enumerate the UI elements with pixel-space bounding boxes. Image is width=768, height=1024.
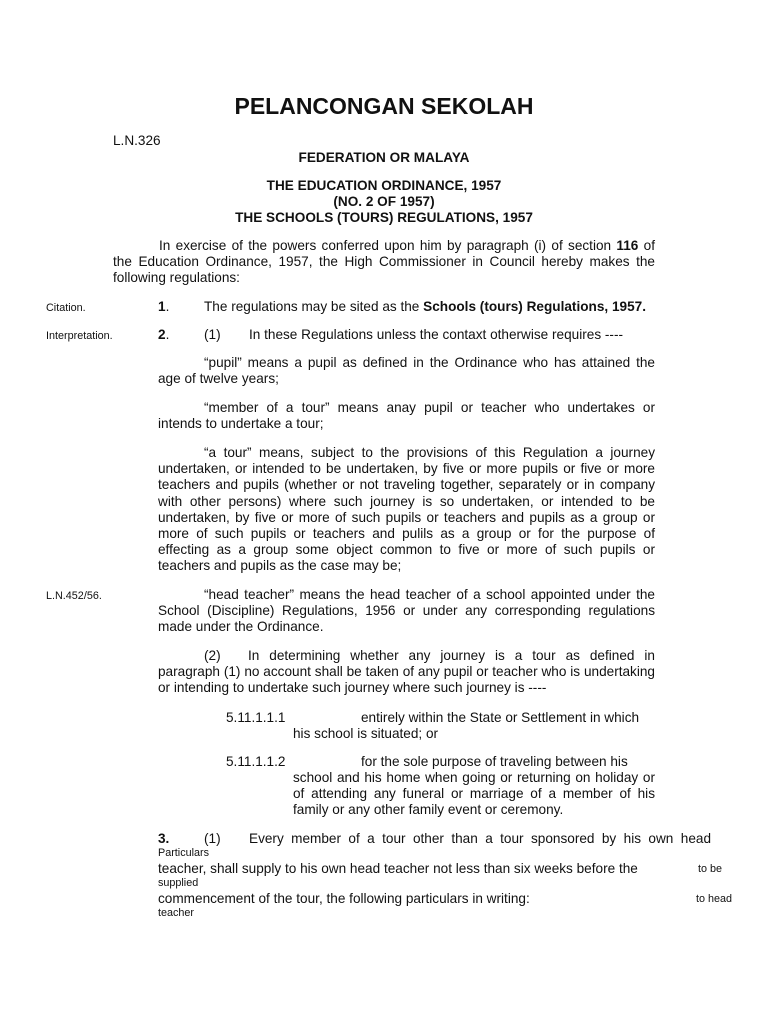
ordinance-number: (NO. 2 OF 1957) — [333, 194, 435, 210]
regulation-1-number: 1. — [158, 299, 170, 314]
subsection-2-text: In determining whether any journey is a tour as defined in paragraph (1) no account shall be taken of any pupil or teacher who is undertaking or intending to undertake such journey where such journey is ---- — [158, 648, 655, 696]
ordinance-title: THE EDUCATION ORDINANCE, 1957 — [266, 178, 502, 193]
federation-heading: FEDERATION OR MALAYA — [298, 150, 470, 165]
regulation-3-line-3: commencement of the tour, the following particulars in writing: — [158, 891, 530, 906]
preamble-paragraph — [113, 238, 655, 287]
definition-member-of-tour: “member of a tour” means anay pupil or teacher who undertakes or intends to undertake a tour; — [158, 400, 655, 432]
regulation-3-number: 3. — [158, 831, 170, 846]
item-2-number: 5.11.1.1.2 — [226, 754, 286, 769]
definition-tour: “a tour” means, subject to the provisions of this Regulation a journey undertaken, or intended to be undertaken, by five or more pupils or five or more teachers and pupils (whether or not traveling together, separately or in company with other persons) where such journey is so undertaken, or intended to be undertaken, by five or more of such pupils or teachers and pupils as a group or more of such pupils or teachers and pulils as a group or for the purpose of effecting as a group some object common to five or more of such pupils or teachers and pupils as the case may be; — [158, 445, 655, 574]
regulation-3-line-1: Every member of a tour other than a tour sponsored by his own head — [249, 831, 711, 846]
regulation-3-subsection-1: (1) — [204, 831, 221, 846]
regulation-2-subsection-2 — [158, 648, 655, 697]
definition-pupil: “pupil” means a pupil as defined in the Ordinance who has attained the age of twelve years; — [158, 355, 655, 387]
regulation-2-subsection-1: (1) — [204, 327, 221, 342]
margin-note-supplied: supplied — [158, 877, 199, 889]
preamble-text-start: In exercise of the powers conferred upon him by paragraph (i) of section — [159, 238, 617, 253]
section-number: 116 — [616, 238, 639, 253]
item-1-line-1: entirely within the State or Settlement in which — [361, 710, 640, 725]
regulations-title: THE SCHOOLS (TOURS) REGULATIONS, 1957 — [235, 210, 533, 226]
margin-note-citation: Citation. — [46, 302, 86, 314]
item-1-number: 5.11.1.1.1 — [226, 710, 286, 725]
margin-note-particulars: Particulars — [158, 847, 210, 859]
regulation-1-text: The regulations may be sited as the Schools (tours) Regulations, 1957. — [204, 299, 646, 314]
item-2-continuation: school and his home when going or returning on holiday or of attending any funeral or marriage of a member of his family or any other family event or ceremony. — [293, 770, 655, 818]
definition-head-teacher: “head teacher” means the head teacher of a school appointed under the School (Discipline) Regulations, 1956 or under any corresponding regulations made under the Ordinance. — [158, 587, 655, 635]
subsection-2-label: (2) — [204, 648, 221, 663]
regulation-3-line-2: teacher, shall supply to his own head teacher not less than six weeks before the — [158, 861, 638, 876]
ordinance-heading — [113, 178, 655, 227]
legal-notice-number: L.N.326 — [113, 133, 161, 148]
regulation-short-title: Schools (tours) Regulations, 1957. — [423, 299, 646, 314]
item-2-line-1: for the sole purpose of traveling between his — [361, 754, 628, 769]
item-1-line-2: his school is situated; or — [293, 726, 439, 741]
preamble-text-end: of the Education Ordinance, 1957, the High Commissioner in Council hereby makes the following regulations: — [113, 238, 655, 286]
margin-note-teacher: teacher — [158, 907, 195, 919]
margin-note-interpretation: Interpretation. — [46, 330, 113, 342]
page-title: PELANCONGAN SEKOLAH — [234, 93, 534, 119]
regulation-2-intro: In these Regulations unless the contaxt otherwise requires ---- — [249, 327, 624, 342]
margin-note-ln-reference: L.N.452/56. — [46, 590, 102, 602]
margin-note-to-be: to be — [698, 863, 723, 875]
regulation-2-number: 2. — [158, 327, 170, 342]
margin-note-to-head: to head — [696, 893, 733, 905]
